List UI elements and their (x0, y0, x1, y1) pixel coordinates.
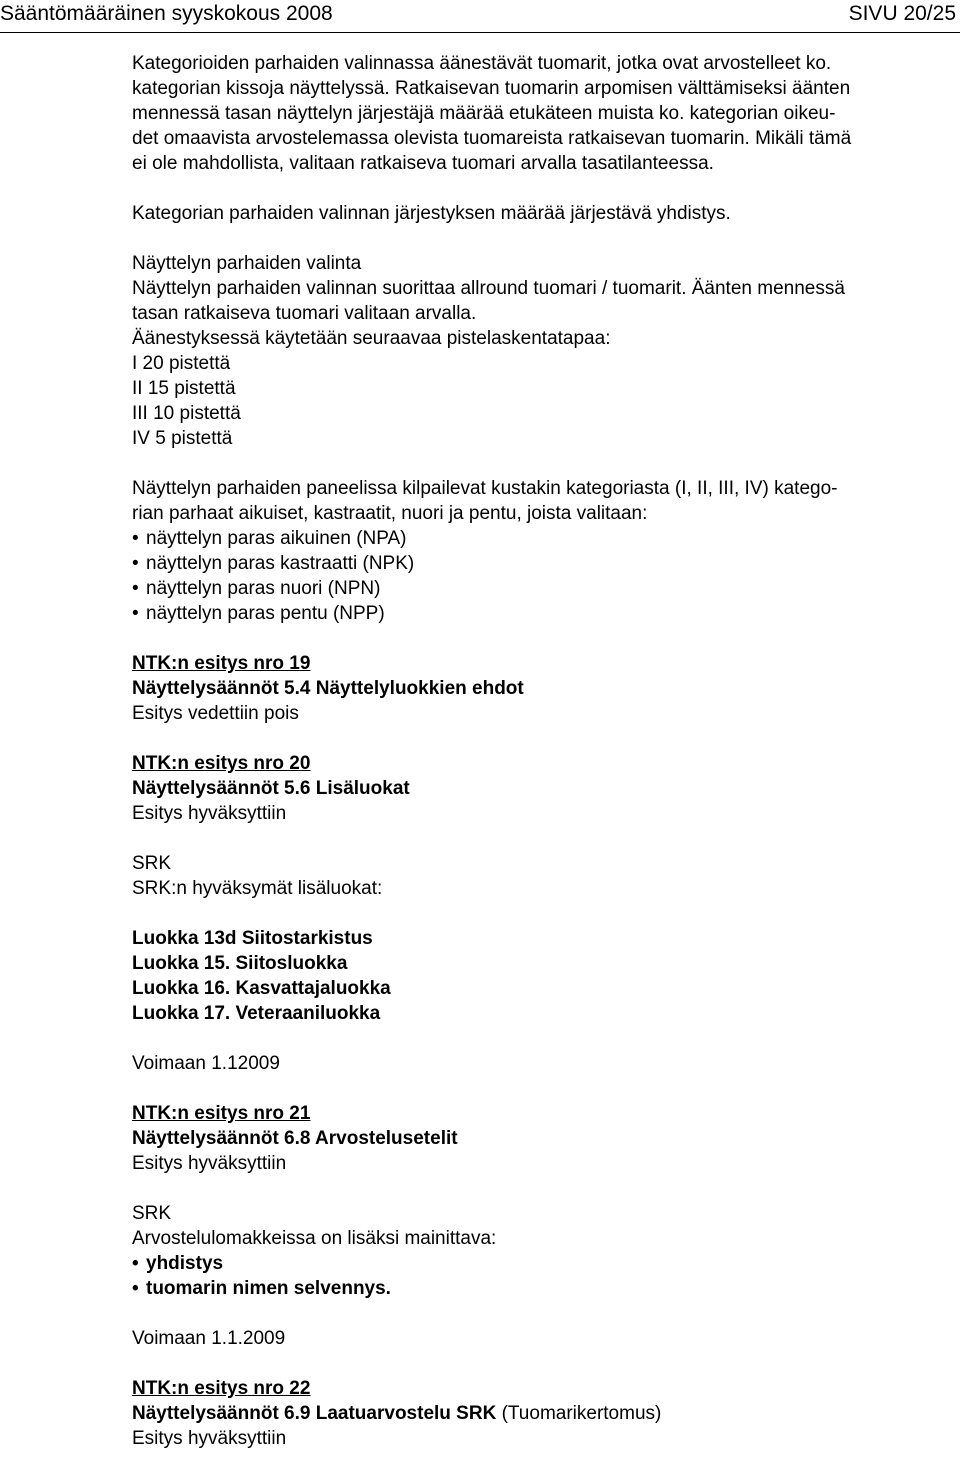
text-line: SRK:n hyväksymät lisäluokat: (132, 878, 383, 899)
text-line: Arvostelulomakkeissa on lisäksi mainittava: (132, 1228, 497, 1249)
bullet-icon: • (132, 1278, 139, 1299)
text-line: ei ole mahdollista, valitaan ratkaiseva tuomari arvalla tasatilanteessa. (132, 153, 714, 174)
paragraph-order: Kategorian parhaiden valinnan järjestyksen määrää järjestävä yhdistys. (132, 203, 731, 224)
srk-label: SRK (132, 853, 172, 874)
proposal-title: Näyttelysäännöt 5.4 Näyttelyluokkien ehdot (132, 678, 524, 699)
proposal-number: NTK:n esitys nro 21 (132, 1103, 311, 1124)
srk-evaluation-forms (132, 1201, 960, 1301)
proposal-status: Esitys hyväksyttiin (132, 1428, 287, 1449)
text-line: det omaavista arvostelemassa olevista tuomareista ratkaisevan tuomarin. Mikäli tämä (132, 128, 852, 149)
proposal-19 (132, 651, 960, 726)
section-best-in-show (132, 251, 960, 451)
proposal-status: Esitys vedettiin pois (132, 703, 299, 724)
list-item: • näyttelyn paras aikuinen (NPA) (132, 528, 407, 549)
list-item: • näyttelyn paras pentu (NPP) (132, 603, 385, 624)
proposal-22 (132, 1376, 960, 1451)
proposal-title-line (132, 1401, 960, 1426)
section-heading: Näyttelyn parhaiden valinta (132, 253, 362, 274)
class-item: Luokka 15. Siitosluokka (132, 953, 348, 974)
class-list (132, 926, 960, 1026)
points-line: I 20 pistettä (132, 353, 231, 374)
text-line: rian parhaat aikuiset, kastraatit, nuori ja pentu, joista valitaan: (132, 503, 648, 524)
text-line: mennessä tasan näyttelyn järjestäjä määrää etukäteen muista ko. kategorian oikeu- (132, 103, 836, 124)
bullet-icon: • (132, 603, 139, 624)
paragraph-category-judging (132, 51, 960, 176)
document-body (132, 51, 960, 1451)
text-line: Kategorioiden parhaiden valinnassa äänestävät tuomarit, jotka ovat arvostelleet ko. (132, 53, 832, 74)
proposal-number: NTK:n esitys nro 19 (132, 653, 311, 674)
text-line: Näyttelyn parhaiden valinnan suorittaa allround tuomari / tuomarit. Äänten mennessä (132, 278, 845, 299)
proposal-title: Näyttelysäännöt 6.8 Arvostelusetelit (132, 1128, 458, 1149)
class-item: Luokka 13d Siitostarkistus (132, 928, 373, 949)
class-item: Luokka 16. Kasvattajaluokka (132, 978, 391, 999)
effective-date: Voimaan 1.12009 (132, 1053, 280, 1074)
class-item: Luokka 17. Veteraaniluokka (132, 1003, 381, 1024)
bullet-icon: • (132, 553, 139, 574)
page-number: SIVU 20/25 (848, 2, 956, 25)
effective-date: Voimaan 1.1.2009 (132, 1328, 286, 1349)
proposal-title: Näyttelysäännöt 5.6 Lisäluokat (132, 778, 410, 799)
bullet-icon: • (132, 528, 139, 549)
paragraph-panel (132, 476, 960, 626)
proposal-status: Esitys hyväksyttiin (132, 803, 287, 824)
text-line: tasan ratkaiseva tuomari valitaan arvalla. (132, 303, 477, 324)
text-line: Äänestyksessä käytetään seuraavaa pistelaskentatapaa: (132, 328, 611, 349)
list-item: • tuomarin nimen selvennys. (132, 1278, 391, 1299)
header-rule (0, 32, 960, 33)
srk-additional-classes (132, 851, 960, 901)
text-line: Näyttelyn parhaiden paneelissa kilpailevat kustakin kategoriasta (I, II, III, IV) katego- (132, 478, 838, 499)
proposal-subtitle: (Tuomarikertomus) (501, 1403, 662, 1424)
list-item: • näyttelyn paras nuori (NPN) (132, 578, 381, 599)
proposal-number: NTK:n esitys nro 22 (132, 1378, 311, 1399)
proposal-20 (132, 751, 960, 826)
bullet-icon: • (132, 1253, 139, 1274)
srk-label: SRK (132, 1203, 172, 1224)
points-line: II 15 pistettä (132, 378, 236, 399)
bullet-icon: • (132, 578, 139, 599)
proposal-21 (132, 1101, 960, 1176)
proposal-status: Esitys hyväksyttiin (132, 1153, 287, 1174)
list-item: • näyttelyn paras kastraatti (NPK) (132, 553, 415, 574)
proposal-title: Näyttelysäännöt 6.9 Laatuarvostelu SRK (132, 1403, 497, 1424)
points-line: III 10 pistettä (132, 403, 241, 424)
proposal-number: NTK:n esitys nro 20 (132, 753, 311, 774)
list-item: • yhdistys (132, 1253, 224, 1274)
header-title: Sääntömääräinen syyskokous 2008 (0, 2, 333, 25)
text-line: kategorian kissoja näyttelyssä. Ratkaisevan tuomarin arpomisen välttämiseksi äänten (132, 78, 851, 99)
page-header (0, 0, 960, 32)
points-line: IV 5 pistettä (132, 428, 233, 449)
